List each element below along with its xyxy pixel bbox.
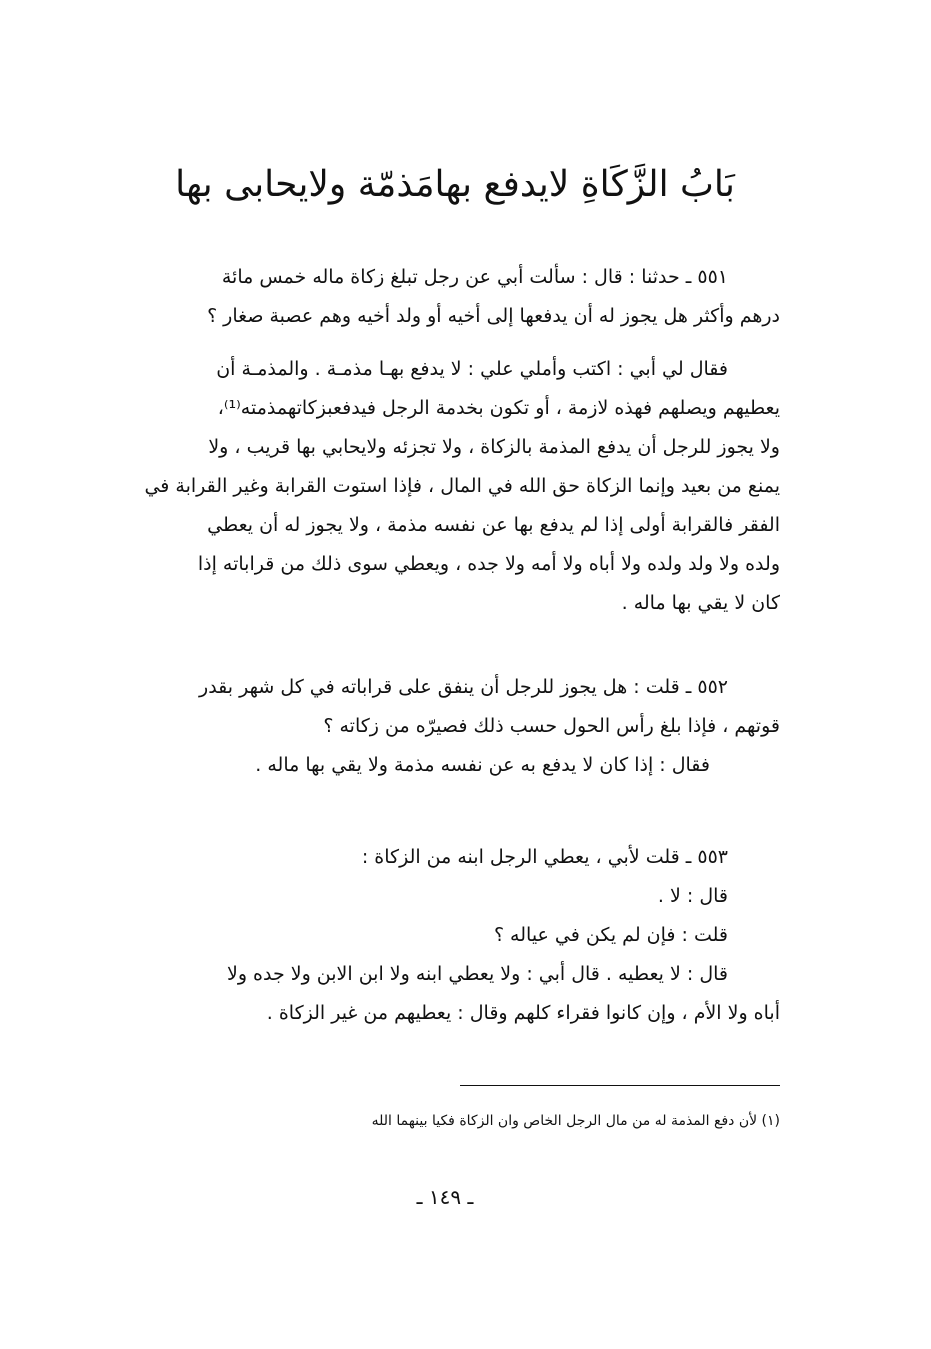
footnote: (١) لأن دفع المذمة له من مال الرجل الخاص وان الزكاة فكيا بينهما الله (371, 1113, 780, 1129)
section-551 (128, 258, 780, 336)
answer-line: فقال لي أبي : اكتب وأملي علي : لا يدفع بهـا مذمـة . والمذمـة أن (216, 358, 728, 380)
chapter-title: بَابُ الزَّكَاةِ لايدفع بهامَذمّة ولايحابى بها (175, 164, 735, 205)
question-line: قلت : فإن لم يكن في عياله ؟ (493, 924, 728, 946)
section-553 (128, 838, 780, 1033)
answer-line: ولا يجوز للرجل أن يدفع المذمة بالزكاة ، ولا تجزئه ولايحابي بها قريب ، ولا (208, 436, 780, 458)
question-line: ٥٥١ ـ حدثنا : قال : سألت أبي عن رجل تبلغ زكاة ماله خمس مائة (221, 266, 728, 288)
question-line: ٥٥٣ ـ قلت لأبي ، يعطي الرجل ابنه من الزكاة : (361, 846, 728, 868)
answer-line: يمنع من بعيد وإنما الزكاة حق الله في المال ، فإذا استوت القرابة وغير القرابة في (144, 475, 780, 497)
answer-line: الفقر فالقرابة أولى إذا لم يدفع بها عن نفسه مذمة ، ولا يجوز له أن يعطي (207, 514, 780, 536)
answer-line: كان لا يقي بها ماله . (621, 592, 780, 614)
answer-line: يعطيهم ويصلهم فهذه لازمة ، أو تكون بخدمة الرجل فيدفعبزكاتهمذمته⁽¹⁾، (217, 397, 780, 419)
page-number: ـ ١٤٩ ـ (416, 1185, 474, 1209)
question-line: ٥٥٢ ـ قلت : هل يجوز للرجل أن ينفق على قراباته في كل شهر بقدر (199, 676, 728, 698)
question-line: قوتهم ، فإذا بلغ رأس الحول حسب ذلك فصيرّه من زكاته ؟ (323, 715, 780, 737)
section-552 (128, 668, 780, 785)
question-line: درهم وأكثر هل يجوز له أن يدفعها إلى أخيه أو ولد أخيه وهم عصبة صغار ؟ (207, 305, 780, 327)
answer-line: أباه ولا الأم ، وإن كانوا فقراء كلهم وقال : يعطيهم من غير الزكاة . (266, 1002, 780, 1024)
answer-line: ولده ولا ولد ولده ولا أباه ولا أمه ولا جده ، ويعطي سوى ذلك من قراباته إذا (197, 553, 780, 575)
section-551-answer (128, 350, 780, 623)
answer-line: قال : لا . (657, 885, 728, 907)
footnote-divider (460, 1085, 780, 1086)
answer-line: قال : لا يعطيه . قال أبي : ولا يعطي ابنه ولا ابن الابن ولا جده ولا (226, 963, 728, 985)
answer-line: فقال : إذا كان لا يدفع به عن نفسه مذمة ولا يقي بها ماله . (255, 754, 710, 776)
